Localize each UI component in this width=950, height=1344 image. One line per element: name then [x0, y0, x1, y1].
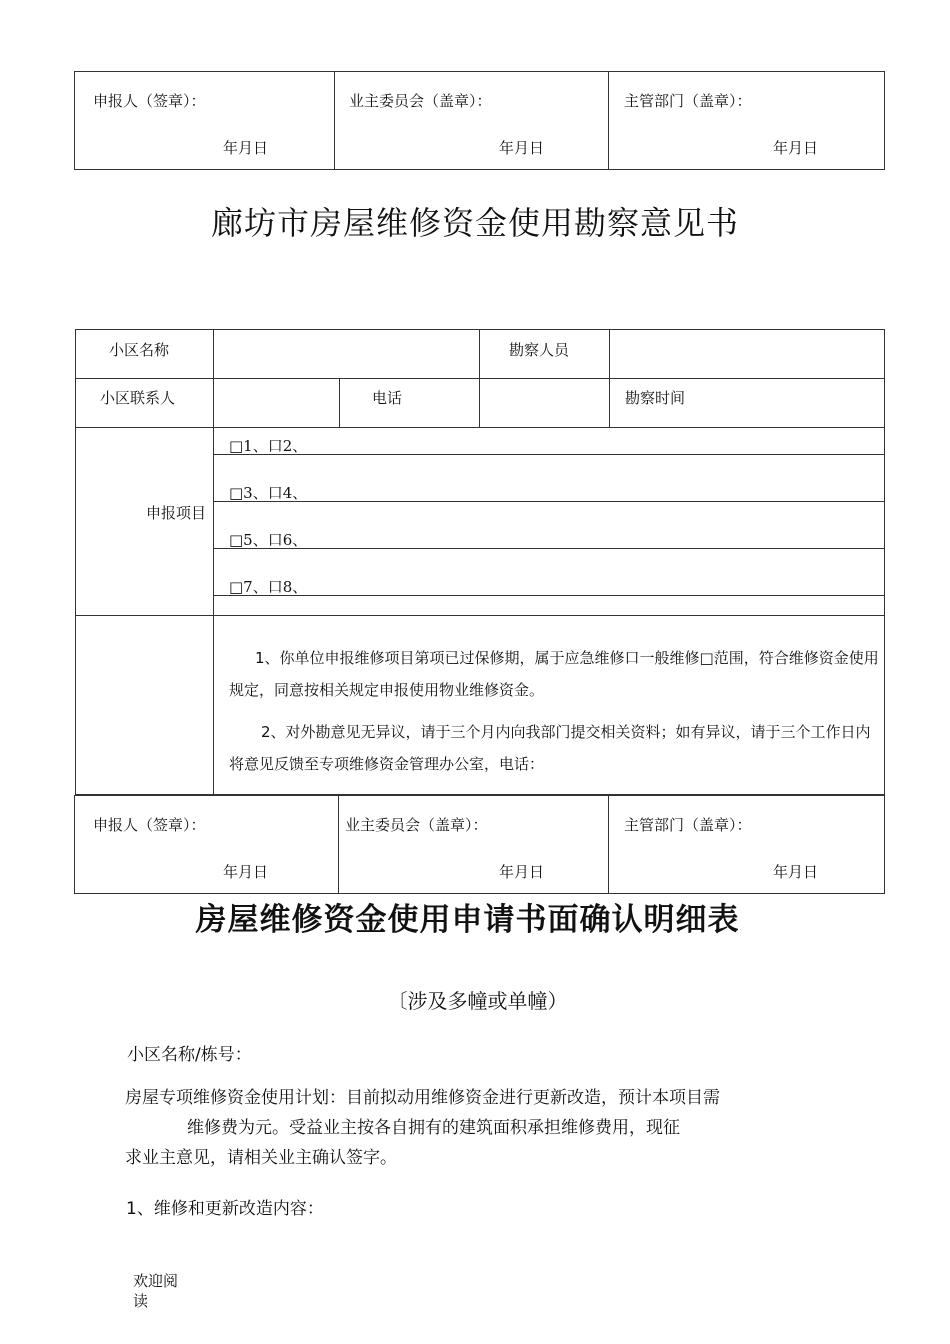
confirm-title: 房屋维修资金使用申请书面确认明细表 [195, 902, 740, 938]
contact-input-cell[interactable] [214, 379, 340, 428]
items-list-cell [214, 428, 885, 616]
committee-seal-label: 业主委员会（盖章）： [345, 816, 488, 834]
department-seal-cell[interactable] [609, 72, 885, 170]
committee-seal-cell[interactable] [335, 72, 609, 170]
survey-time-label: 勘察时间 [625, 389, 686, 407]
applicant-sign-label: 申报人（签章）： [93, 92, 206, 110]
phone-label: 电话 [372, 389, 403, 407]
department-seal-date: 年月日 [773, 139, 819, 157]
opinion-label-cell [76, 616, 214, 795]
community-name-input-cell[interactable] [214, 330, 480, 379]
applicant-sign-cell[interactable] [75, 72, 335, 170]
section-1-heading: 1、维修和更新改造内容： [126, 1199, 324, 1219]
confirm-subtitle: 〔涉及多幢或单幢） [387, 989, 568, 1013]
list-item[interactable] [214, 502, 884, 549]
applicant-sign-date: 年月日 [223, 139, 269, 157]
list-item[interactable] [214, 549, 884, 596]
items-label: 申报项目 [146, 504, 207, 522]
opinion-cell [214, 616, 885, 795]
community-name-label-cell [76, 330, 214, 379]
surveyor-label: 勘察人员 [509, 341, 570, 359]
department-seal-date: 年月日 [773, 863, 819, 881]
plan-line-1: 房屋专项维修资金使用计划：目前拟动用维修资金进行更新改造，预计本项目需 [125, 1088, 720, 1108]
survey-form-table [75, 329, 885, 795]
item-checkbox-1-2[interactable]: □1、口2、 [229, 437, 308, 455]
footer-note-line-1: 欢迎阅 [133, 1272, 179, 1290]
surveyor-input-cell[interactable] [610, 330, 885, 379]
items-label-cell [76, 428, 214, 616]
item-checkbox-3-4[interactable]: □3、口4、 [229, 484, 308, 502]
item-checkbox-7-8[interactable]: □7、口8、 [229, 578, 308, 596]
surveyor-label-cell [480, 330, 610, 379]
plan-line-2: 维修费为元。受益业主按各自拥有的建筑面积承担维修费用，现征 [187, 1118, 680, 1138]
phone-label-cell [340, 379, 480, 428]
committee-seal-date: 年月日 [499, 863, 545, 881]
department-seal-label: 主管部门（盖章）： [624, 92, 752, 110]
applicant-sign-label: 申报人（签章）： [93, 816, 206, 834]
opinion-paragraph-2: 2、对外勘意见无异议，请于三个月内向我部门提交相关资料；如有异议，请于三个工作日内将意见反馈至专项维修资金管理办公室，电话： [229, 723, 871, 773]
community-name-label: 小区名称 [109, 341, 170, 359]
committee-seal-label: 业主委员会（盖章）： [349, 92, 492, 110]
applicant-sign-cell[interactable] [75, 796, 339, 894]
list-item[interactable] [214, 428, 884, 455]
department-seal-label: 主管部门（盖章）： [624, 816, 752, 834]
contact-label: 小区联系人 [100, 389, 176, 407]
opinion-paragraph-1: 1、你单位申报维修项目第项已过保修期，属于应急维修口一般维修□范围，符合维修资金使用规定，同意按相关规定申报使用物业维修资金。 [229, 649, 879, 699]
community-building-field[interactable]: 小区名称/栋号： [127, 1045, 252, 1065]
contact-label-cell [76, 379, 214, 428]
survey-time-cell[interactable] [610, 379, 885, 428]
committee-seal-cell[interactable] [339, 796, 609, 894]
bottom-signature-table [74, 795, 885, 894]
survey-title: 廊坊市房屋维修资金使用勘察意见书 [210, 204, 739, 242]
committee-seal-date: 年月日 [499, 139, 545, 157]
footer-note [133, 1271, 178, 1311]
plan-line-3: 求业主意见，请相关业主确认签字。 [125, 1148, 397, 1168]
list-item[interactable] [214, 455, 884, 502]
footer-note-line-2: 读 [133, 1292, 149, 1310]
applicant-sign-date: 年月日 [223, 863, 269, 881]
top-signature-table [74, 71, 885, 170]
phone-input-cell[interactable] [480, 379, 610, 428]
department-seal-cell[interactable] [609, 796, 885, 894]
item-checkbox-5-6[interactable]: □5、口6、 [229, 531, 308, 549]
